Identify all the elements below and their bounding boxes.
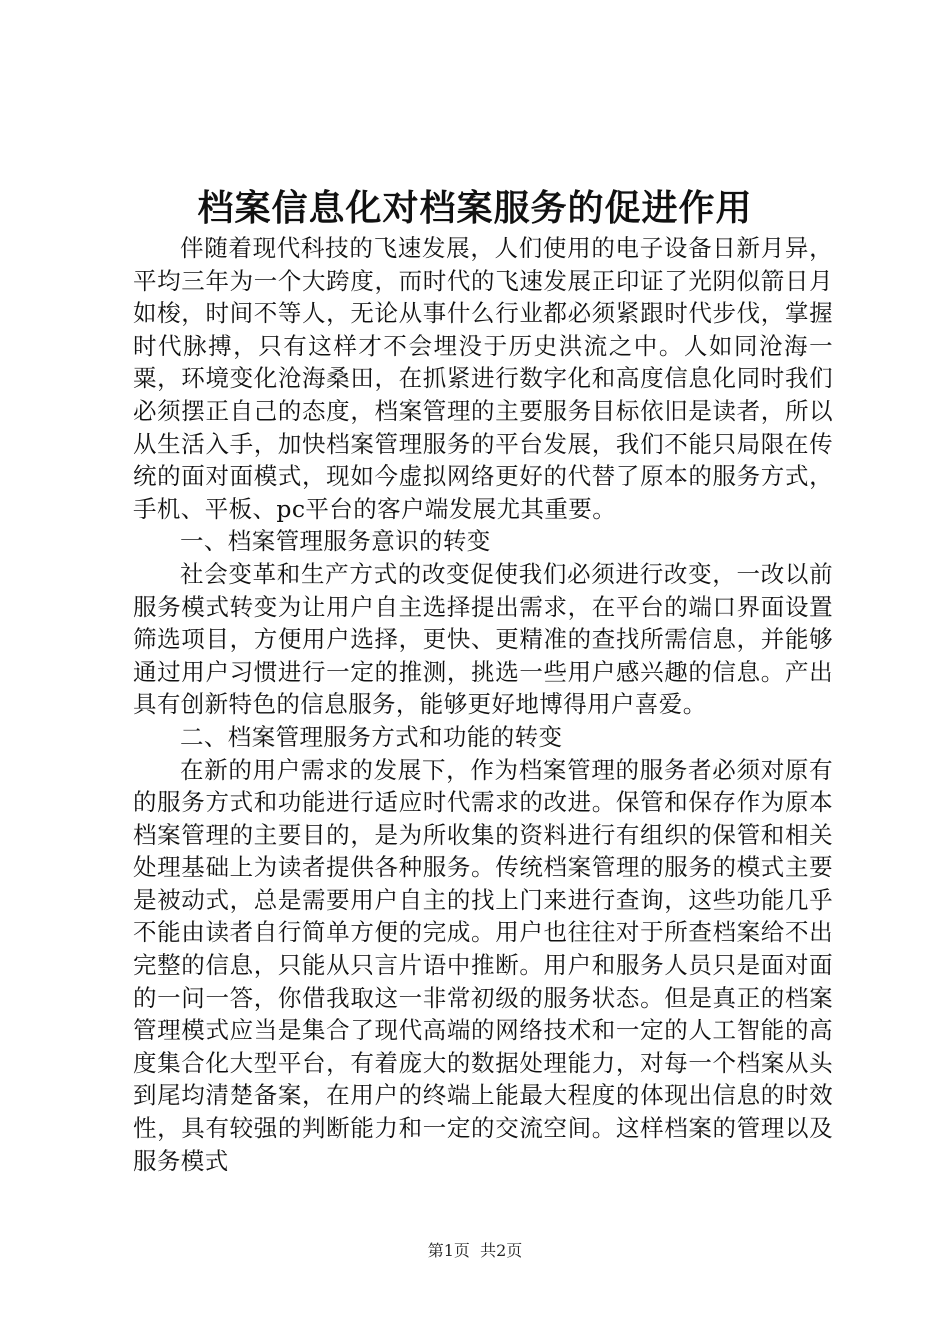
section-2-paragraph: 在新的用户需求的发展下，作为档案管理的服务者必须对原有的服务方式和功能进行适应时代需求的改进。保管和保存作为原本档案管理的主要目的，是为所收集的资料进行有组织的保管和相关处理基础上为读者提供各种服务。传统档案管理的服务的模式主要是被动式，总是需要用户自主的找上门来进行查询，这些功能几乎不能由读者自行简单方便的完成。用户也往往对于所查档案给不出完整的信息，只能从只言片语中推断。用户和服务人员只是面对面的一问一答，你借我取这一非常初级的服务状态。但是真正的档案管理模式应当是集合了现代高端的网络技术和一定的人工智能的高度集合化大型平台，有着庞大的数据处理能力，对每一个档案从头到尾均清楚备案，在用户的终端上能最大程度的体现出信息的时效性，具有较强的判断能力和一定的交流空间。这样档案的管理以及服务模式 — [133, 755, 833, 1175]
document-title: 档案信息化对档案服务的促进作用 — [197, 187, 753, 229]
section-heading-1: 一、档案管理服务意识的转变 — [180, 527, 491, 556]
intro-paragraph: 伴随着现代科技的飞速发展，人们使用的电子设备日新月异，平均三年为一个大跨度，而时代的飞速发展正印证了光阴似箭日月如梭，时间不等人，无论从事什么行业都必须紧跟时代步伐，掌握时代脉搏，只有这样才不会埋没于历史洪流之中。人如同沧海一粟，环境变化沧海桑田，在抓紧进行数字化和高度信息化同时我们必须摆正自己的态度，档案管理的主要服务目标依旧是读者，所以从生活入手，加快档案管理服务的平台发展，我们不能只局限在传统的面对面模式，现如今虚拟网络更好的代替了原本的服务方式，手机、平板、pc平台的客户端发展尤其重要。 — [133, 234, 833, 523]
page-total: 共2页 — [480, 1241, 523, 1260]
section-1-paragraph: 社会变革和生产方式的改变促使我们必须进行改变，一改以前服务模式转变为让用户自主选择提出需求，在平台的端口界面设置筛选项目，方便用户选择，更快、更精准的查找所需信息，并能够通过用户习惯进行一定的推测，挑选一些用户感兴趣的信息。产出具有创新特色的信息服务，能够更好地博得用户喜爱。 — [133, 559, 833, 719]
page-number: 第1页 — [427, 1241, 470, 1260]
document-body — [133, 232, 833, 1177]
page-footer — [0, 1240, 950, 1262]
section-heading-2: 二、档案管理服务方式和功能的转变 — [180, 722, 563, 751]
